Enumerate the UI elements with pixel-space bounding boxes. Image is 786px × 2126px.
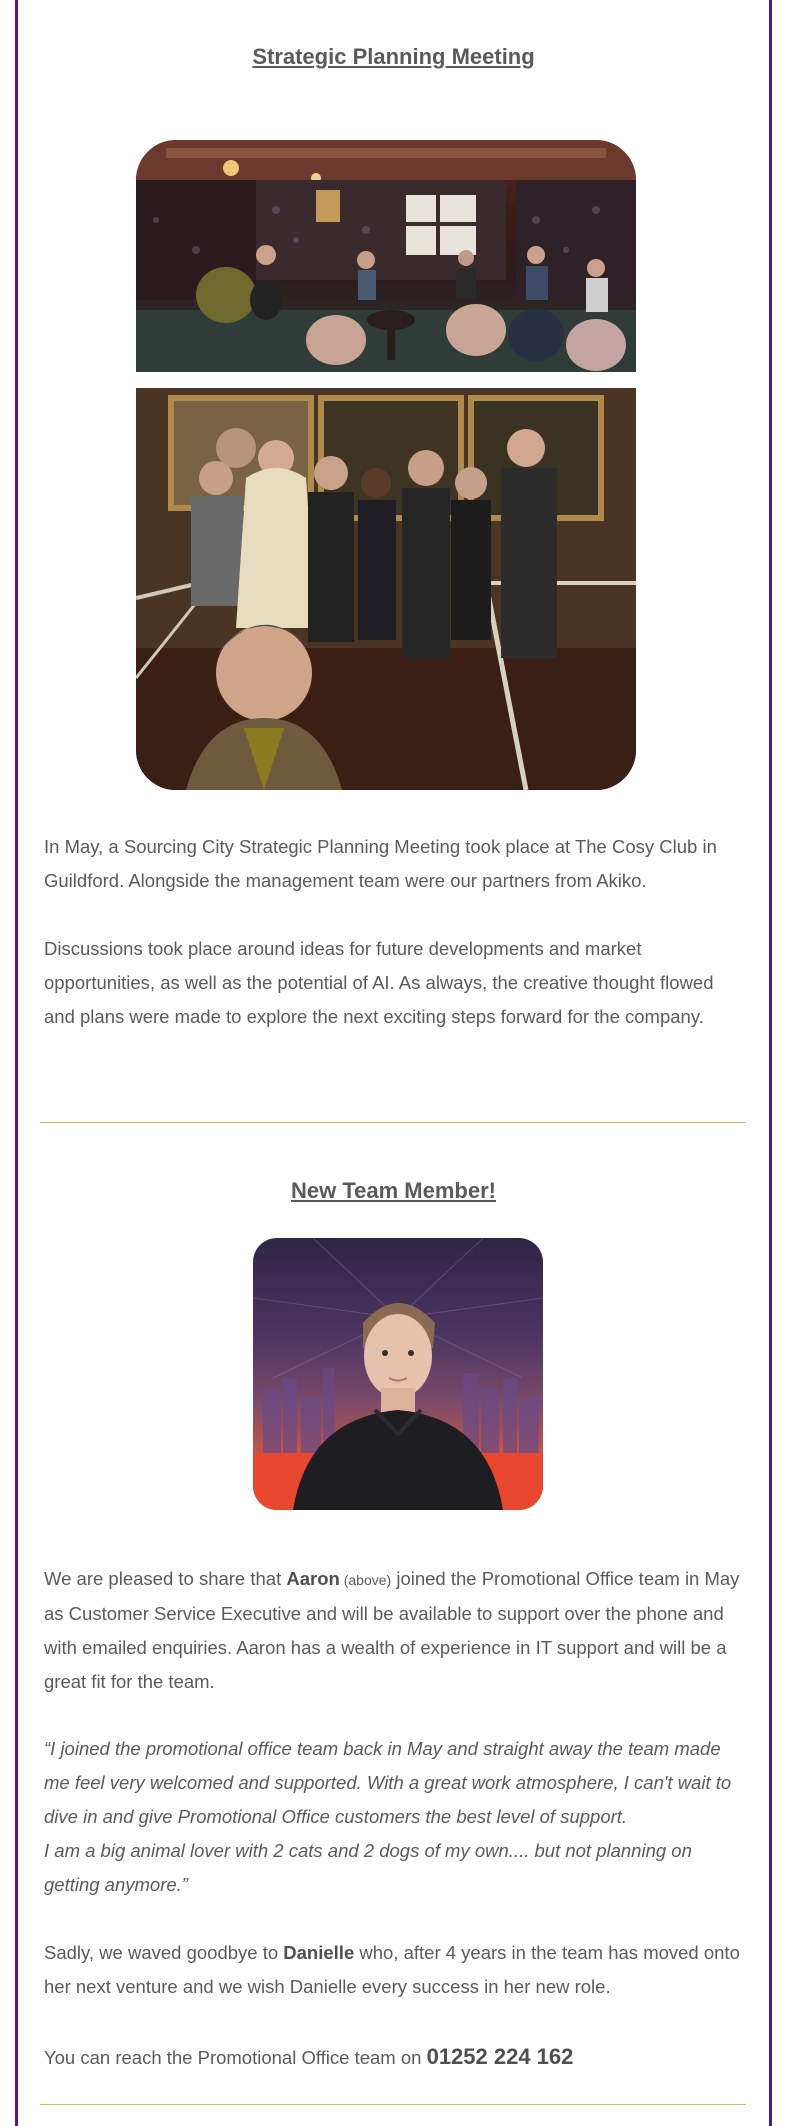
intro-note: (above): [339, 1572, 392, 1588]
intro-name: Aaron: [286, 1568, 340, 1589]
aaron-portrait: [253, 1238, 543, 1510]
new-member-intro-paragraph: [44, 1562, 744, 1699]
section-divider: [40, 1122, 746, 1123]
strategic-planning-paragraph-1: In May, a Sourcing City Strategic Planning Meeting took place at The Cosy Club in Guildford. Alongside the management team were our partners from Akiko.: [44, 836, 717, 891]
meeting-photo-group: [136, 388, 636, 790]
section-divider-bottom: [40, 2104, 746, 2105]
contact-phone-number[interactable]: 01252 224 162: [426, 2044, 574, 2069]
quote-line-1: “I joined the promotional office team back in May and straight away the team made me feel very welcomed and supported. With a great work atmosphere, I can't wait to dive in and give Promotional Office customers the best level of support.: [44, 1738, 732, 1827]
goodbye-suffix: who, after 4 years in the team has moved onto her next venture and we wish Danielle every success in her new role.: [44, 1942, 740, 1997]
section-title-new-team-member: New Team Member!: [291, 1178, 496, 1203]
intro-prefix: We are pleased to share that: [44, 1568, 287, 1589]
goodbye-prefix: Sadly, we waved goodbye to: [44, 1942, 284, 1963]
goodbye-paragraph: [44, 1936, 744, 2004]
contact-prefix: You can reach the Promotional Office team on: [44, 2047, 427, 2068]
newsletter-frame: [15, 0, 772, 2126]
meeting-photo-interior-art: [136, 140, 636, 372]
quote-line-2: I am a big animal lover with 2 cats and 2 dogs of my own.... but not planning on getting anymore.”: [44, 1840, 692, 1895]
meeting-photo-group-art: [136, 388, 636, 790]
aaron-portrait-art: [253, 1238, 543, 1510]
goodbye-name: Danielle: [283, 1942, 355, 1963]
meeting-photo-interior: [136, 140, 636, 372]
section-title-strategic-planning: Strategic Planning Meeting: [252, 44, 535, 69]
contact-paragraph: [44, 2040, 744, 2075]
intro-suffix: joined the Promotional Office team in May as Customer Service Executive and will be available to support over the phone and with emailed enquiries. Aaron has a wealth of experience in IT support and will be a great fit for the team.: [44, 1568, 740, 1692]
strategic-planning-paragraph-2: Discussions took place around ideas for future developments and market opportunities, as well as the potential of AI. As always, the creative thought flowed and plans were made to explore the next exciting steps forward for the company.: [44, 938, 714, 1027]
aaron-quote: [44, 1732, 744, 1902]
photo-gap: [136, 372, 636, 388]
